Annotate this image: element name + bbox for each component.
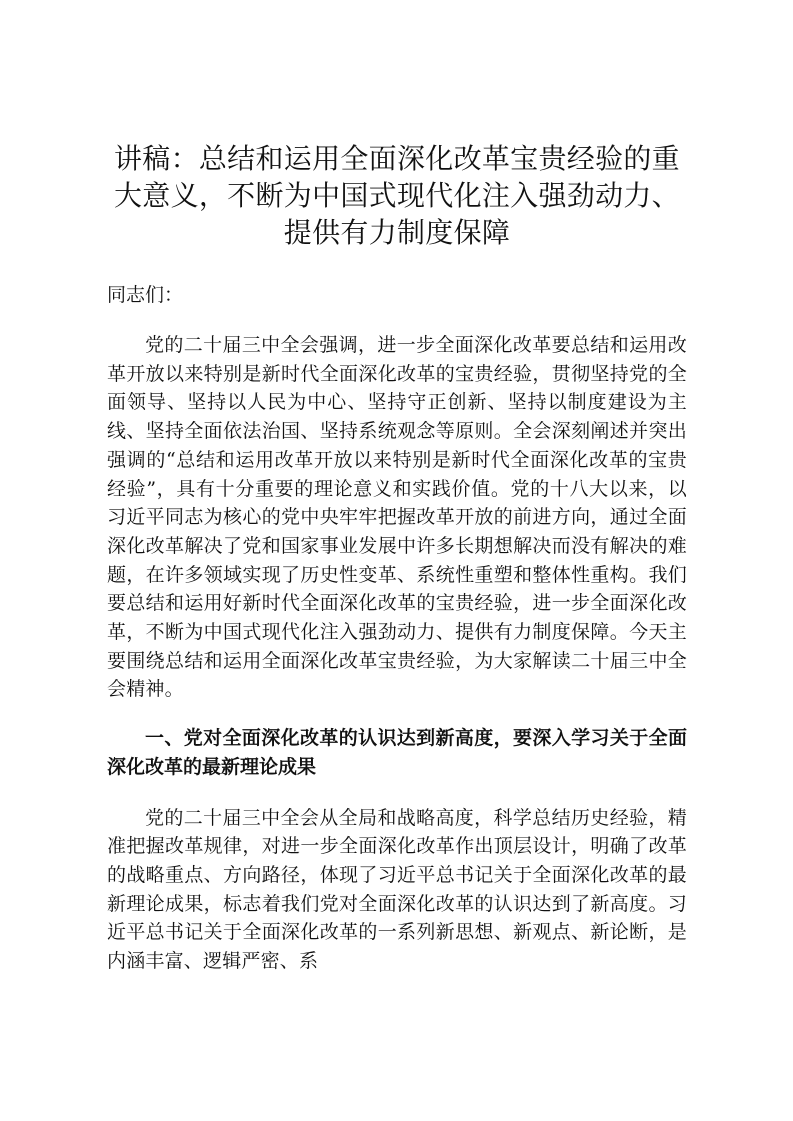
document-title: 讲稿：总结和运用全面深化改革宝贵经验的重大意义，不断为中国式现代化注入强劲动力、提供有力制度保障 xyxy=(113,142,680,249)
body-paragraph: 党的二十届三中全会从全局和战略高度，科学总结历史经验，精准把握改革规律，对进一步全面深化改革作出顶层设计，明确了改革的战略重点、方向路径，体现了习近平总书记关于全面深化改革的最新理论成果，标志着我们党对全面深化改革的认识达到了新高度。习近平总书记关于全面深化改革的一系列新思想、新观点、新论断，是内涵丰富、逻辑严密、系 xyxy=(107,806,687,973)
document-page xyxy=(107,140,687,995)
salutation: 同志们： xyxy=(107,284,184,306)
body-paragraph: 党的二十届三中全会强调，进一步全面深化改革要总结和运用改革开放以来特别是新时代全面深化改革的宝贵经验，贯彻坚持党的全面领导、坚持以人民为中心、坚持守正创新、坚持以制度建设为主线、坚持全面依法治国、坚持系统观念等原则。全会深刻阐述并突出强调的“总结和运用改革开放以来特别是新时代全面深化改革的宝贵经验”，具有十分重要的理论意义和实践价值。党的十八大以来，以习近平同志为核心的党中央牢牢把握改革开放的前进方向，通过全面深化改革解决了党和国家事业发展中许多长期想解决而没有解决的难题，在许多领域实现了历史性变革、系统性重塑和整体性重构。我们要总结和运用好新时代全面深化改革的宝贵经验，进一步全面深化改革，不断为中国式现代化注入强劲动力、提供有力制度保障。今天主要围绕总结和运用全面深化改革宝贵经验，为大家解读二十届三中全会精神。 xyxy=(107,334,687,701)
section-heading: 一、党对全面深化改革的认识达到新高度，要深入学习关于全面深化改革的最新理论成果 xyxy=(107,727,687,778)
